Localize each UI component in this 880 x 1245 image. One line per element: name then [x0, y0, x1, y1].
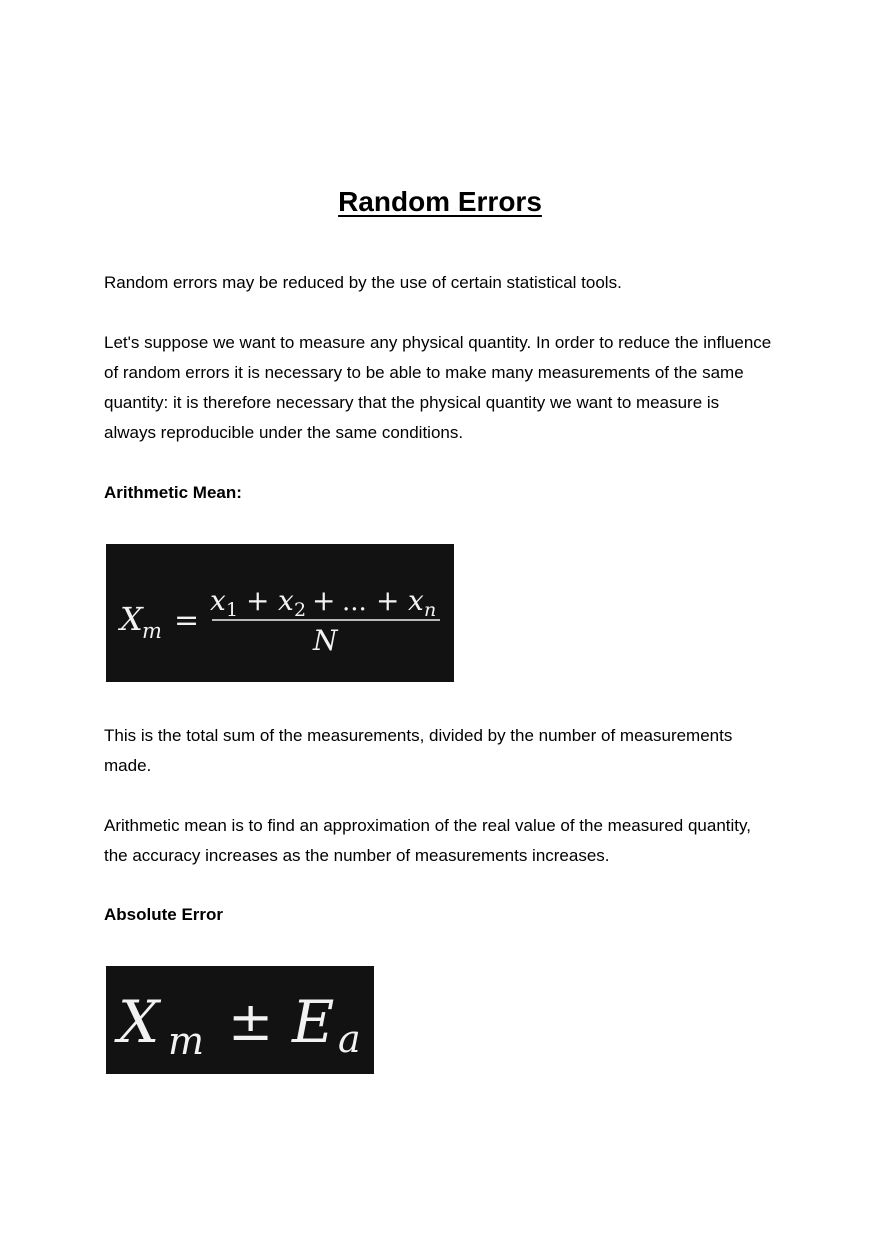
formula-mean-equals: = — [174, 603, 200, 638]
formula-mean-x2-sub: 2 — [294, 599, 307, 621]
page-title: Random Errors — [338, 186, 542, 217]
mean-explanation-paragraph: This is the total sum of the measurements, divided by the number of measurements made. — [104, 726, 733, 775]
formula-mean-ellipsis: ... — [342, 587, 367, 617]
intro-paragraph: Random errors may be reduced by the use of certain statistical tools. — [104, 273, 622, 292]
formula-mean-plus-3: + — [376, 584, 400, 617]
arithmetic-mean-formula — [106, 544, 454, 682]
formula-mean-x1-sub: 1 — [226, 599, 239, 621]
absolute-error-formula — [106, 966, 374, 1074]
formula-mean-lhs-sub: m — [142, 619, 162, 643]
formula-error-plus-minus: ± — [228, 990, 274, 1053]
formula-error-e: E — [292, 988, 335, 1056]
formula-error-x: X — [118, 988, 160, 1056]
formula-mean-plus-1: + — [246, 584, 270, 617]
formula-mean-lhs: X — [120, 600, 143, 638]
formula-mean-xn: x — [408, 584, 424, 617]
formula-mean-x1: x — [210, 584, 226, 617]
suppose-paragraph: Let's suppose we want to measure any physical quantity. In order to reduce the influence of random errors it is necessary to be able to make many measurements of the same quantity: it is therefore necessary that the physical quantity we want to measure is always reproducible under the same conditions. — [104, 333, 772, 442]
mean-purpose-paragraph: Arithmetic mean is to find an approximation of the real value of the measured quantity, the accuracy increases as the number of measurements increases. — [104, 816, 751, 865]
arithmetic-mean-heading: Arithmetic Mean: — [104, 483, 242, 502]
formula-mean-plus-2: + — [312, 584, 336, 617]
formula-mean-xn-sub: n — [424, 599, 437, 621]
formula-mean-denominator: N — [313, 624, 338, 657]
formula-error-e-sub: a — [338, 1017, 361, 1061]
formula-mean-x2: x — [278, 584, 294, 617]
absolute-error-heading: Absolute Error — [104, 905, 224, 924]
formula-error-x-sub: m — [168, 1019, 205, 1063]
